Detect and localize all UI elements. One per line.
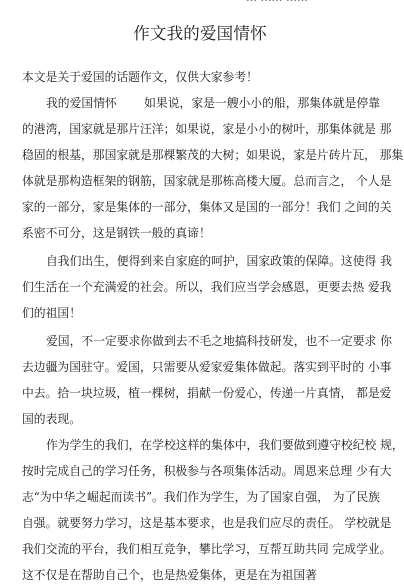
paragraph-line: 作为学生的我们，在学校这样的集体中，我们要做到遵守校纪校 规， [46, 438, 404, 452]
paragraph-line: 稳固的根基，那国家就是那棵繁茂的大树；如果说，家是片砖片瓦， 那集 [22, 148, 404, 162]
paragraph-line: 系密不可分，这是钢铁一般的真谛！ [22, 226, 211, 240]
paragraph-4 [22, 432, 404, 588]
paragraph-line: 去边疆为国驻守。爱国，只需要从爱家爱集体做起。落实到平时的 小事 [22, 360, 392, 374]
paragraph-line: 爱国，不一定要求你做到去不毛之地搞科技研发，也不一定要求 你 [46, 334, 392, 348]
paragraph-line: 自我们出生，便得到来自家庭的呵护，国家政策的保障。这使得 我 [46, 254, 392, 268]
paragraph-2 [22, 248, 392, 326]
paragraph-line: 们的祖国！ [22, 306, 81, 320]
intro-line: 本文是关于爱国的话题作文，仅供大家参考！ [22, 70, 258, 84]
paragraph-line: 我们交流的平台，我们相互竞争，攀比学习，互帮互助共同 完成学业。 [22, 542, 392, 556]
paragraph-3 [22, 328, 392, 432]
page-title: 作文我的爱国情怀 [133, 24, 267, 43]
paragraph-line: 自强。就要努力学习，这是基本要求，也是我们应尽的责任。 学校就是 [22, 516, 392, 530]
paragraph-line: 中去。拾一块垃圾，植一棵树，捐献一份爱心，传递一片真情， 都是爱 [22, 386, 392, 400]
paragraph-line: 国的表现。 [22, 412, 81, 426]
paragraph-line: 按时完成自己的学习任务，积极参与各项集体活动。周恩来总理 少有大 [22, 464, 392, 478]
intro-block [22, 64, 374, 90]
paragraph-line: 们生活在一个充满爱的社会。所以，我们应当学会感恩，更要去热 爱我 [22, 280, 392, 294]
paragraph-line: 的港湾，国家就是那片汪洋；如果说，家是小小的树叶，那集体就是 那 [22, 122, 392, 136]
paragraph-line: 我的爱国情怀 如果说，家是一艘小小的船，那集体就是停靠 [46, 96, 381, 110]
paragraph-line: 这不仅是在帮助自己个，也是热爱集体，更是在为祖国著 [22, 568, 317, 582]
cut-off-header-fragment [246, 0, 308, 5]
paragraph-1 [22, 90, 404, 246]
paragraph-line: 志“为中华之崛起而读书”。我们作为学生，为了国家自强， 为了民族 [22, 490, 380, 504]
paragraph-line: 家的一部分，家是集体的一部分，集体又是国的一部分！我们 之间的关 [22, 200, 392, 214]
paragraph-line: 体就是那构造框架的钢筋，国家就是那栋高楼大厦。总而言之， 个人是 [22, 174, 392, 188]
